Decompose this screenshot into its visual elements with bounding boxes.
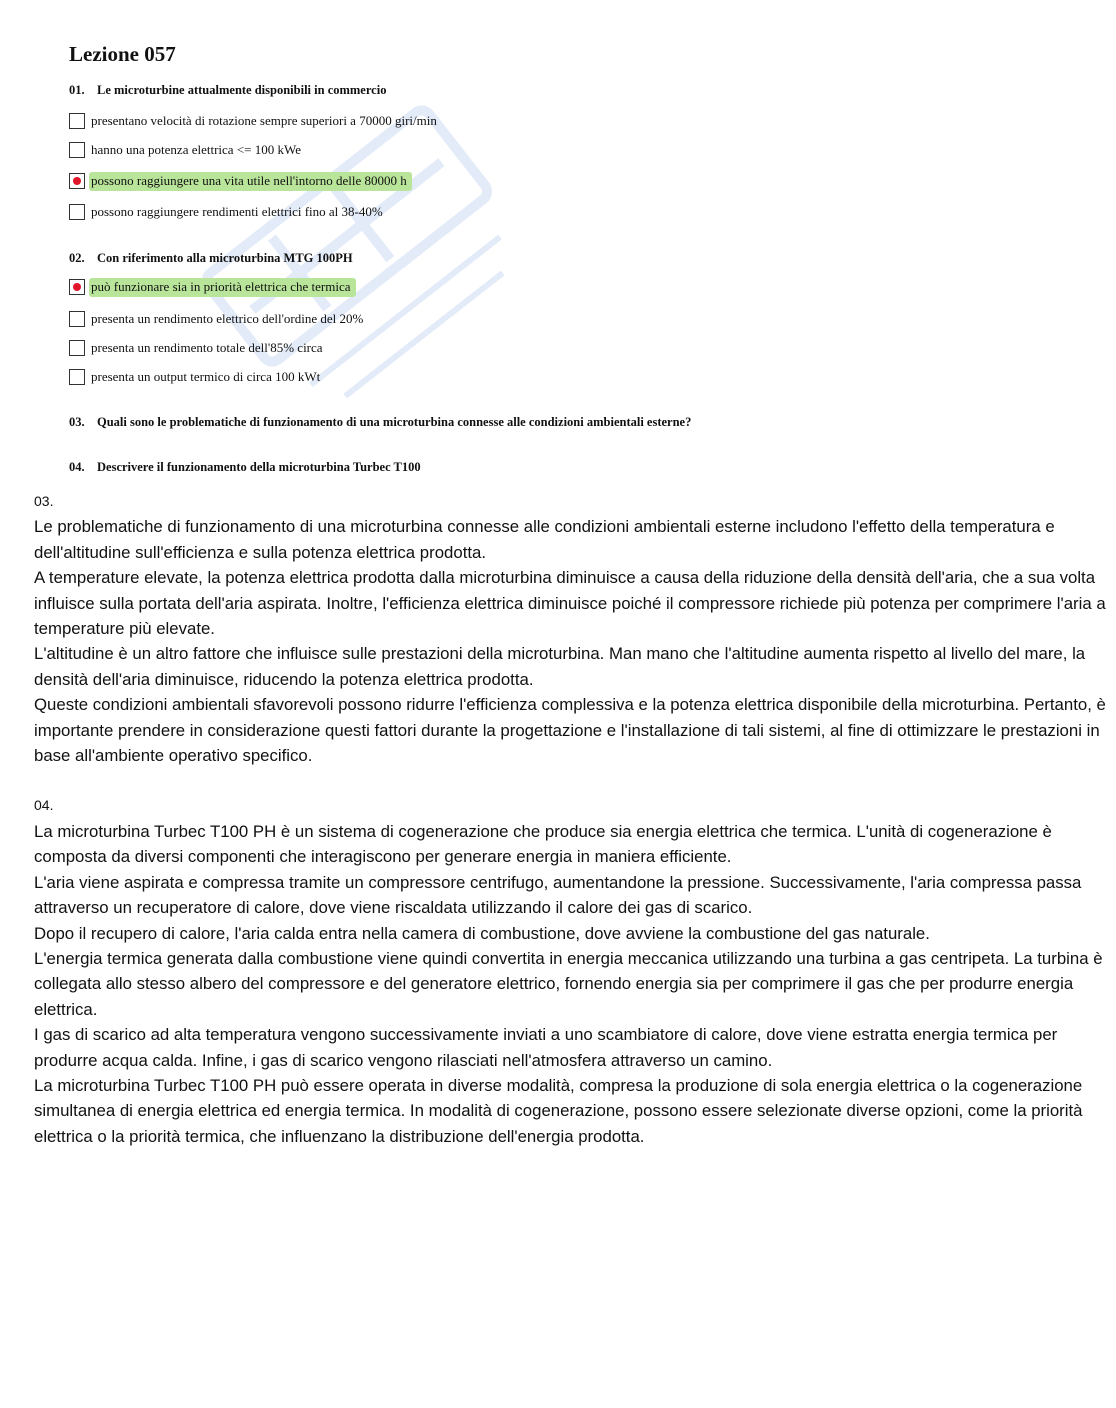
answer-04-paragraph: Dopo il recupero di calore, l'aria calda entra nella camera di combustione, dove avviene la combustione del gas naturale. (34, 923, 930, 943)
question-02-option-2[interactable]: presenta un rendimento elettrico dell'ordine del 20% (69, 309, 368, 329)
question-01-option-4[interactable]: possono raggiungere rendimenti elettrici fino al 38-40% (69, 202, 388, 222)
question-01-option-3[interactable]: possono raggiungere una vita utile nell'intorno delle 80000 h (69, 171, 412, 191)
checkbox-selected[interactable] (69, 173, 85, 189)
answer-03-paragraph: A temperature elevate, la potenza elettrica prodotta dalla microturbina diminuisce a causa della riduzione della densità dell'aria, che a sua volta influisce sulla portata dell'aria aspirata. Inoltre, l'efficienza elettrica diminuisce poiché il compressore richiede più potenza per comprimere l'aria a temperature più elevate. (34, 568, 1106, 639)
answer-04-paragraph: L'aria viene aspirata e compressa tramite un compressore centrifugo, aumentandone la pressione. Successivamente, l'aria compressa passa attraverso un recuperatore di calore, dove viene riscaldata utilizzando il calore dei gas di scarico. (34, 872, 1082, 918)
answer-04-paragraph: L'energia termica generata dalla combustione viene quindi convertita in energia meccanica utilizzando una turbina a gas centripeta. La turbina è collegata allo stesso albero del compressore e del generatore elettrico, fornendo energia sia per comprimere il gas che per produrre energia elettrica. (34, 948, 1103, 1019)
answer-03-paragraph: Le problematiche di funzionamento di una microturbina connesse alle condizioni ambientali esterne includono l'effetto della temperatura e dell'altitudine sull'efficienza e sulla potenza elettrica prodotta. (34, 517, 1055, 562)
page-title: Lezione 057 (69, 42, 176, 66)
answer-04-paragraph: La microturbina Turbec T100 PH è un sistema di cogenerazione che produce sia energia elettrica che termica. L'unità di cogenerazione è composta da diversi componenti che interagiscono per generare energia in maniera efficiente. (34, 821, 1052, 867)
question-02-option-1[interactable]: può funzionare sia in priorità elettrica che termica (69, 277, 356, 297)
answer-04-paragraph: La microturbina Turbec T100 PH può essere operata in diverse modalità, compresa la produzione di sola energia elettrica o la cogenerazione simultanea di energia elettrica ed energia termica. In modalità di cogenerazione, possono essere selezionate diverse opzioni, come la priorità elettrica o la priorità termica, che influenzano la distribuzione dell'energia prodotta. (34, 1075, 1083, 1146)
checkbox[interactable] (69, 311, 85, 327)
question-02-title: 02. Con riferimento alla microturbina MTG 100PH (69, 251, 353, 265)
checkbox[interactable] (69, 142, 85, 158)
checkbox[interactable] (69, 340, 85, 356)
question-03-title: 03. Quali sono le problematiche di funzionamento di una microturbina connesse alle condizioni ambientali esterne? (69, 415, 692, 429)
answer-03-paragraph: L'altitudine è un altro fattore che influisce sulle prestazioni della microturbina. Man mano che l'altitudine aumenta rispetto al livello del mare, la densità dell'aria diminuisce, riducendo la potenza elettrica prodotta. (34, 644, 1086, 689)
question-01-option-1[interactable]: presentano velocità di rotazione sempre superiori a 70000 giri/min (69, 111, 442, 131)
answer-03-label: 03. (34, 493, 54, 509)
question-02-option-4[interactable]: presenta un output termico di circa 100 kWt (69, 367, 325, 387)
question-01-title: 01. Le microturbine attualmente disponibili in commercio (69, 83, 387, 97)
question-04-title: 04. Descrivere il funzionamento della microturbina Turbec T100 (69, 460, 421, 474)
answers-section (34, 489, 1109, 1149)
checkbox-selected[interactable] (69, 279, 85, 295)
question-02-option-3[interactable]: presenta un rendimento totale dell'85% circa (69, 338, 328, 358)
checkbox[interactable] (69, 113, 85, 129)
checkbox[interactable] (69, 369, 85, 385)
answer-04-label: 04. (34, 797, 54, 814)
answer-03-paragraph: Queste condizioni ambientali sfavorevoli possono ridurre l'efficienza complessiva e la potenza elettrica disponibile della microturbina. Pertanto, è importante prendere in considerazione questi fattori durante la progettazione e l'installazione di tali sistemi, al fine di ottimizzare le prestazioni in base all'ambiente operativo specifico. (34, 695, 1106, 766)
answer-04-paragraph: I gas di scarico ad alta temperatura vengono successivamente inviati a uno scambiatore di calore, dove viene estratta energia termica per produrre acqua calda. Infine, i gas di scarico vengono rilasciati nell'atmosfera attraverso un camino. (34, 1025, 1058, 1070)
checkbox[interactable] (69, 204, 85, 220)
question-01-option-2[interactable]: hanno una potenza elettrica <= 100 kWe (69, 140, 306, 160)
